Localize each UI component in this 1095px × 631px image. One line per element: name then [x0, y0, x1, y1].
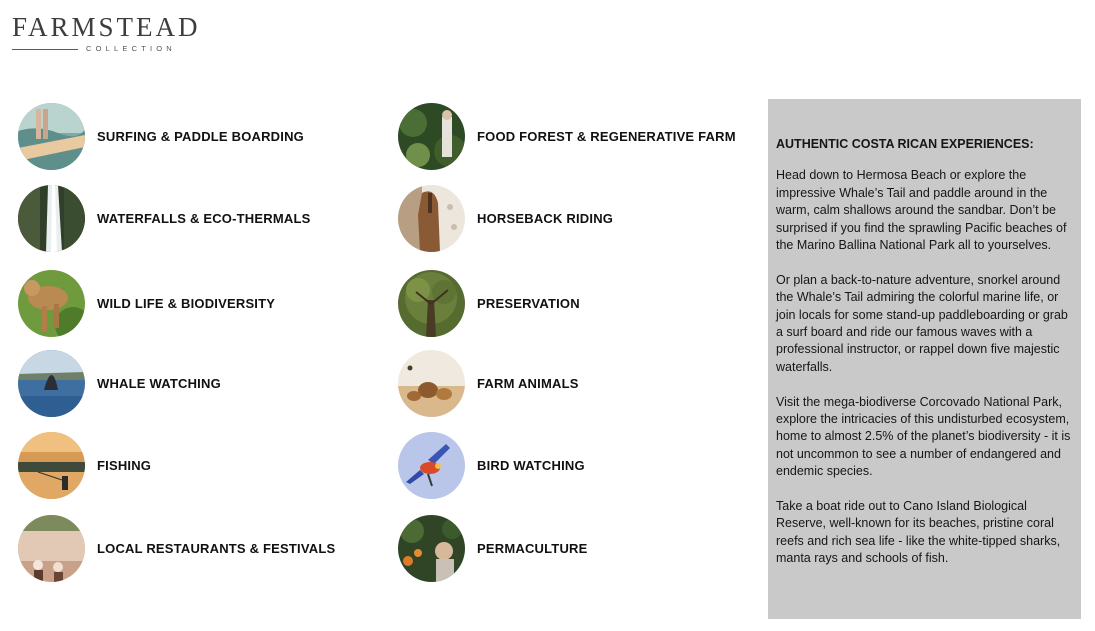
- activity-label: FISHING: [97, 458, 152, 473]
- activity-label: FOOD FOREST & REGENERATIVE FARM: [477, 129, 736, 144]
- activity-surfing: [18, 103, 304, 170]
- info-paragraph: Take a boat ride out to Cano Island Biological Reserve, well-known for its beaches, pristine coral reefs and rich sea life - like the white-tipped sharks, manta rays and schools of fish.: [776, 499, 1061, 566]
- activity-label: PRESERVATION: [477, 296, 580, 311]
- info-panel: [768, 99, 1081, 619]
- activity-farm-animals: [398, 350, 579, 417]
- activity-wildlife: [18, 270, 275, 337]
- fishing-photo: [18, 432, 85, 499]
- info-heading: AUTHENTIC COSTA RICAN EXPERIENCES:: [776, 137, 1034, 151]
- activity-preservation: [398, 270, 580, 337]
- activity-whale-watching: [18, 350, 221, 417]
- restaurant-photo: [18, 515, 85, 582]
- tree-photo: [398, 270, 465, 337]
- activity-label: LOCAL RESTAURANTS & FESTIVALS: [97, 541, 336, 556]
- horse-photo: [398, 185, 465, 252]
- activity-fishing: [18, 432, 151, 499]
- activity-label: FARM ANIMALS: [477, 376, 579, 391]
- activity-food-forest: [398, 103, 736, 170]
- activity-restaurants: [18, 515, 335, 582]
- activity-waterfalls: [18, 185, 310, 252]
- activity-label: HORSEBACK RIDING: [477, 211, 614, 226]
- brand-logo: [12, 12, 201, 56]
- activity-permaculture: [398, 515, 588, 582]
- surfing-photo: [18, 103, 85, 170]
- bird-photo: [398, 432, 465, 499]
- activity-label: WATERFALLS & ECO-THERMALS: [97, 211, 311, 226]
- brand-subtitle: COLLECTION: [86, 44, 176, 53]
- activity-bird-watching: [398, 432, 585, 499]
- activity-label: WILD LIFE & BIODIVERSITY: [97, 296, 276, 311]
- info-paragraph: Head down to Hermosa Beach or explore the impressive Whale’s Tail and paddle around in the warm, calm shallows around the sandbar. Don’t be surprised if you find the sprawling Pacific beaches of the Marino Ballina National Park all to yourselves.: [776, 168, 1067, 253]
- logo-divider: [12, 49, 78, 50]
- food-forest-photo: [398, 103, 465, 170]
- whale-photo: [18, 350, 85, 417]
- activity-label: PERMACULTURE: [477, 541, 588, 556]
- waterfall-photo: [18, 185, 85, 252]
- activity-label: WHALE WATCHING: [97, 376, 221, 391]
- wildcat-photo: [18, 270, 85, 337]
- permaculture-photo: [398, 515, 465, 582]
- info-paragraph: Visit the mega-biodiverse Corcovado National Park, explore the intricacies of this undisturbed ecosystem, home to almost 2.5% of the planet’s biodiversity - it is not uncommon to see a number of endangered and endemic species.: [776, 394, 1071, 479]
- chickens-photo: [398, 350, 465, 417]
- info-paragraph: Or plan a back-to-nature adventure, snorkel around the Whale’s Tail admiring the colorful marine life, or join locals for some stand-up paddleboarding or grab a surf board and ride our famous waves with a professional instructor, or rappel down five majestic waterfalls.: [776, 272, 1068, 374]
- activity-label: SURFING & PADDLE BOARDING: [97, 129, 304, 144]
- activity-horseback: [398, 185, 613, 252]
- brand-name: FARMSTEAD: [12, 12, 201, 42]
- activity-label: BIRD WATCHING: [477, 458, 585, 473]
